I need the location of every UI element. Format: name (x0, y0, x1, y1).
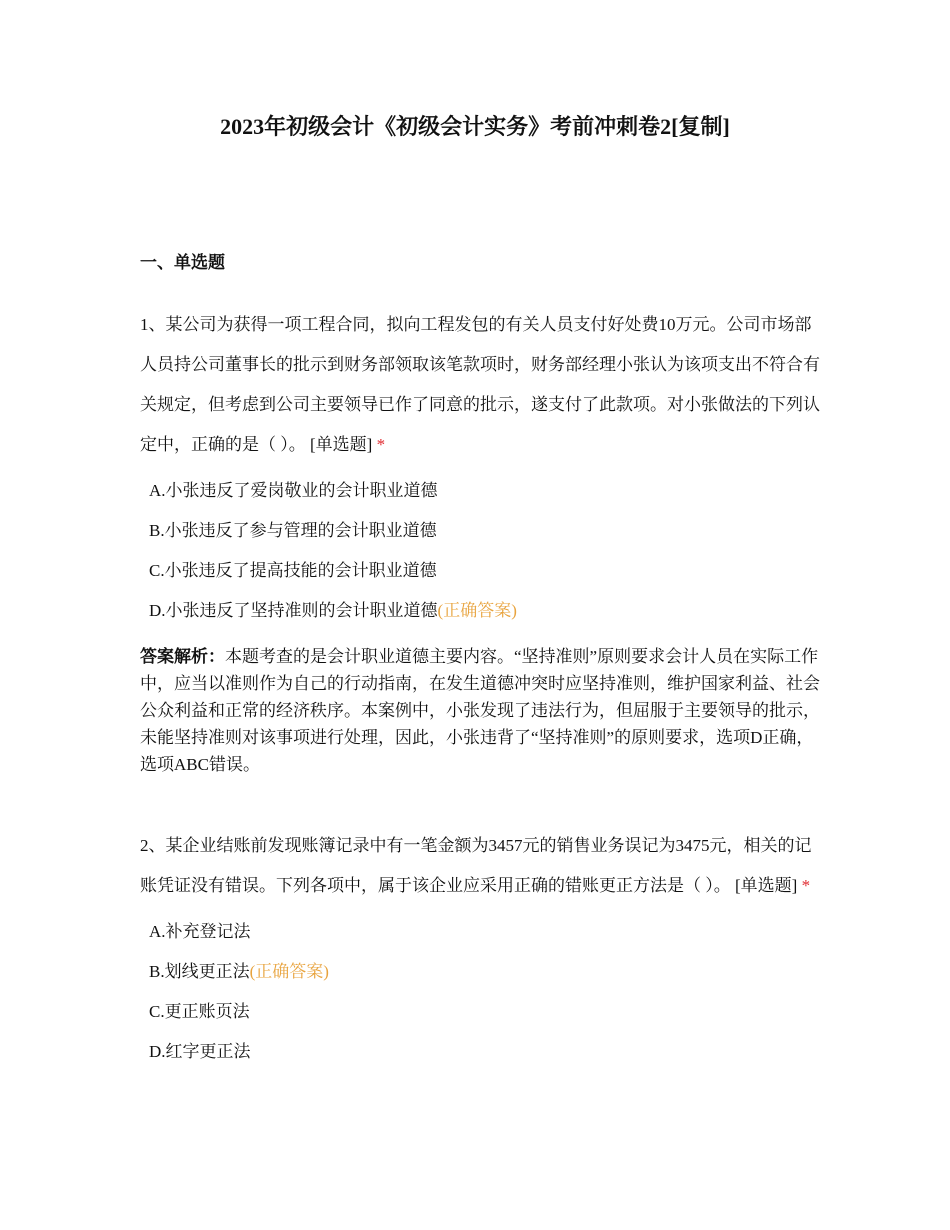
question-1-option-b[interactable] (149, 511, 820, 551)
analysis-label: 答案解析： (140, 647, 225, 666)
question-1-option-c[interactable] (149, 551, 820, 591)
question-1-options (140, 471, 820, 631)
question-1-option-a[interactable] (149, 471, 820, 511)
question-2-option-a[interactable] (149, 912, 820, 952)
question-1-option-d[interactable] (149, 591, 820, 631)
section-heading-single-choice: 一、单选题 (140, 253, 225, 272)
question-2-required-mark: * (801, 876, 811, 895)
question-2-option-b[interactable] (149, 952, 820, 992)
question-2-option-c[interactable] (149, 992, 820, 1032)
question-2 (140, 826, 820, 1072)
question-2-type-label: [单选题] (735, 876, 798, 895)
question-1-stem (140, 305, 820, 465)
question-1-analysis (140, 643, 820, 778)
option-text: C.小张违反了提高技能的会计职业道德 (149, 561, 437, 580)
question-1 (140, 305, 820, 778)
analysis-text: 本题考查的是会计职业道德主要内容。“坚持准则”原则要求会计人员在实际工作中，应当以准则作为自己的行动指南，在发生道德冲突时应坚持准则，维护国家利益、社会公众利益和正常的经济秩序。本案例中，小张发现了违法行为，但屈服于主要领导的批示，未能坚持准则对该事项进行处理，因此，小张违背了“坚持准则”的原则要求，选项D正确，选项ABC错误。 (140, 647, 820, 774)
option-text: B.小张违反了参与管理的会计职业道德 (149, 521, 437, 540)
document-title: 2023年初级会计《初级会计实务》考前冲刺卷2[复制] (220, 114, 730, 139)
question-2-stem (140, 826, 820, 906)
option-text: A.补充登记法 (149, 922, 251, 941)
option-text: D.小张违反了坚持准则的会计职业道德 (149, 601, 438, 620)
question-2-options (140, 912, 820, 1072)
option-text: B.划线更正法 (149, 962, 250, 981)
correct-answer-tag: (正确答案) (249, 962, 329, 981)
correct-answer-tag: (正确答案) (437, 601, 517, 620)
question-2-stem-text: 2、某企业结账前发现账簿记录中有一笔金额为3457元的销售业务误记为3475元，相关的记账凭证没有错误。下列各项中，属于该企业应采用正确的错账更正方法是（ ）。 (140, 836, 812, 895)
option-text: A.小张违反了爱岗敬业的会计职业道德 (149, 481, 438, 500)
option-text: C.更正账页法 (149, 1002, 250, 1021)
question-1-type-label: [单选题] (310, 435, 373, 454)
question-2-option-d[interactable] (149, 1032, 820, 1072)
question-1-required-mark: * (376, 435, 386, 454)
question-1-stem-text: 1、某公司为获得一项工程合同，拟向工程发包的有关人员支付好处费10万元。公司市场部人员持公司董事长的批示到财务部领取该笔款项时，财务部经理小张认为该项支出不符合有关规定，但考虑到公司主要领导已作了同意的批示，遂支付了此款项。对小张做法的下列认定中，正确的是（ ）。 (140, 315, 820, 454)
option-text: D.红字更正法 (149, 1042, 251, 1061)
